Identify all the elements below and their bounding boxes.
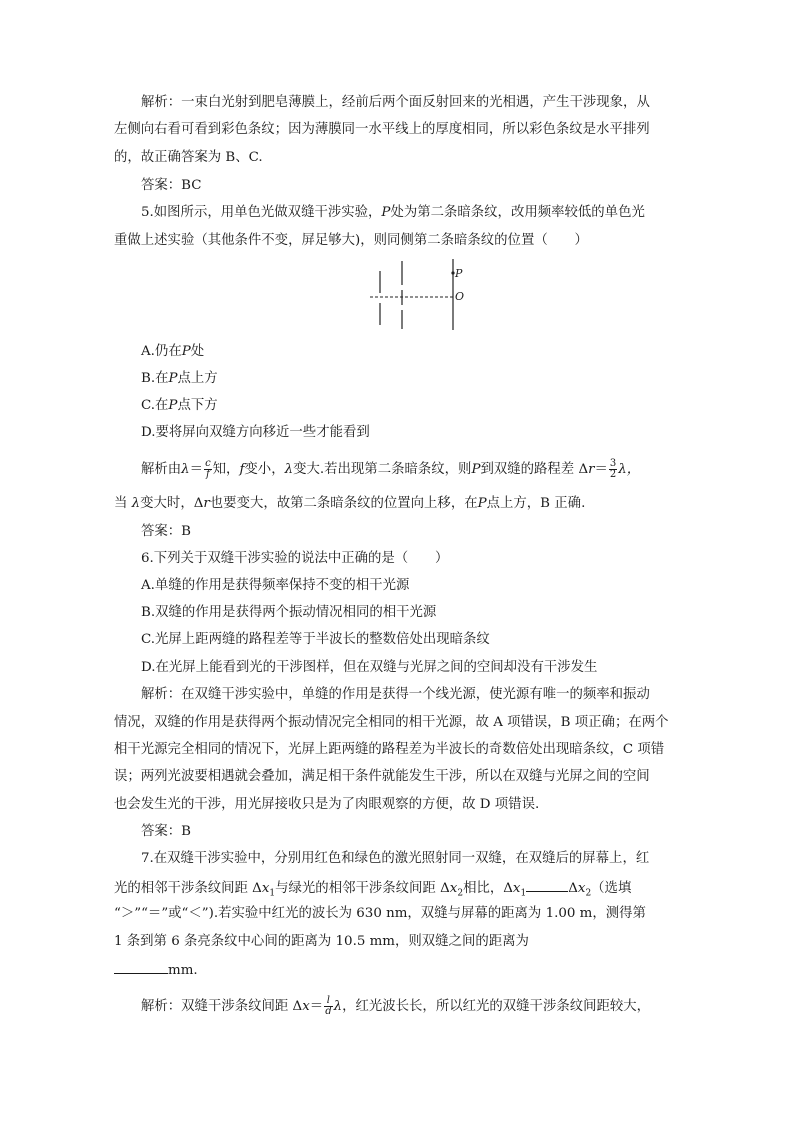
question-6-solution: 也会发生光的干涉，用光屏接收只是为了肉眼观察的方便，故 D 项错误. <box>114 797 540 812</box>
question-7-solution: 解析：双缝干涉条纹间距 Δx＝ $\frac{l}{d}$ λ，红光波长长，所以红光的双缝干涉条纹间距较大， <box>141 995 651 1017</box>
option-b: B.在P点上方 <box>141 371 218 386</box>
answer-line: 答案：BC <box>141 178 202 193</box>
question-7-stem: “＞”“＝”或“＜”).若实验中红光的波长为 630 nm，双缝与屏幕的距离为 1.00 m，测得第 <box>114 906 646 921</box>
question-7-stem: mm. <box>114 959 684 981</box>
option-a: A.单缝的作用是获得频率保持不变的相干光源 <box>141 578 410 593</box>
question-5-stem: 5.如图所示，用单色光做双缝干涉实验，P处为第二条暗条纹，改用频率较低的单色光 <box>141 205 645 220</box>
fraction-c-over-f: $\frac{c}{f}$ <box>205 458 211 480</box>
question-5-stem: 重做上述实验（其他条件不变，屏足够大)，则同侧第二条暗条纹的位置（ ） <box>114 233 588 248</box>
answer-blank-comparison[interactable] <box>526 877 568 892</box>
question-7-stem: 1 条到第 6 条亮条纹中心间的距离为 10.5 mm，则双缝之间的距离为 <box>114 934 529 949</box>
option-c: C.光屏上距两缝的路程差等于半波长的整数倍处出现暗条纹 <box>141 632 490 647</box>
fraction-l-over-d: $\frac{l}{d}$ <box>325 995 332 1017</box>
solution-line: 的，故正确答案为 B、C. <box>114 150 263 165</box>
point-p-label: P <box>455 267 463 280</box>
question-6-stem: 6.下列关于双缝干涉实验的说法中正确的是（ ） <box>141 551 449 566</box>
fraction-three-halves: $\frac{3}{2}$ <box>609 458 617 480</box>
question-5-solution: 当 λ变大时，Δr也要变大，故第二条暗条纹的位置向上移，在P点上方，B 正确. <box>114 496 586 511</box>
answer-line: 答案：B <box>141 524 192 539</box>
answer-line: 答案：B <box>141 824 192 839</box>
option-b: B.双缝的作用是获得两个振动情况相同的相干光源 <box>141 605 437 620</box>
option-c: C.在P点下方 <box>141 398 218 413</box>
solution-line: 解析：一束白光射到肥皂薄膜上，经前后两个面反射回来的光相遇，产生干涉现象，从 <box>141 95 650 110</box>
option-a: A.仍在P处 <box>141 344 205 359</box>
double-slit-diagram <box>364 255 474 330</box>
question-6-solution: 相干光源完全相同的情况下，光屏上距两缝的路程差为半波长的奇数倍处出现暗条纹，C 项错 <box>114 742 665 757</box>
question-5-solution: 解析由λ＝ $\frac{c}{f}$ 知，f变小，λ变大.若出现第二条暗条纹，则P到双缝的路程差 Δr＝ $\frac{3}{2}$ λ， <box>141 458 641 480</box>
question-7-stem: 7.在双缝干涉实验中，分别用红色和绿色的激光照射同一双缝，在双缝后的屏幕上，红 <box>141 851 650 866</box>
option-d: D.在光屏上能看到光的干涉图样，但在双缝与光屏之间的空间却没有干涉发生 <box>141 660 598 675</box>
question-6-solution: 误；两列光波要相遇就会叠加，满足相干条件就能发生干涉，所以在双缝与光屏之间的空间 <box>114 769 650 784</box>
question-6-solution: 解析：在双缝干涉实验中，单缝的作用是获得一个线光源，使光源有唯一的频率和振动 <box>141 687 650 702</box>
point-o-label: O <box>455 290 465 303</box>
question-7-stem: 光的相邻干涉条纹间距 $\Delta x_1$与绿光的相邻干涉条纹间距 $\Delta x_2$相比，$\Delta x_1$ $\Delta x_2$（选填 <box>114 877 684 904</box>
question-6-solution: 情况，双缝的作用是获得两个振动情况完全相同的相干光源，故 A 项错误，B 项正确；在两个 <box>114 715 669 730</box>
answer-blank-slit-distance[interactable] <box>114 959 168 974</box>
option-d: D.要将屏向双缝方向移近一些才能看到 <box>141 425 370 440</box>
solution-line: 左侧向右看可看到彩色条纹；因为薄膜同一水平线上的厚度相同，所以彩色条纹是水平排列 <box>114 122 650 137</box>
